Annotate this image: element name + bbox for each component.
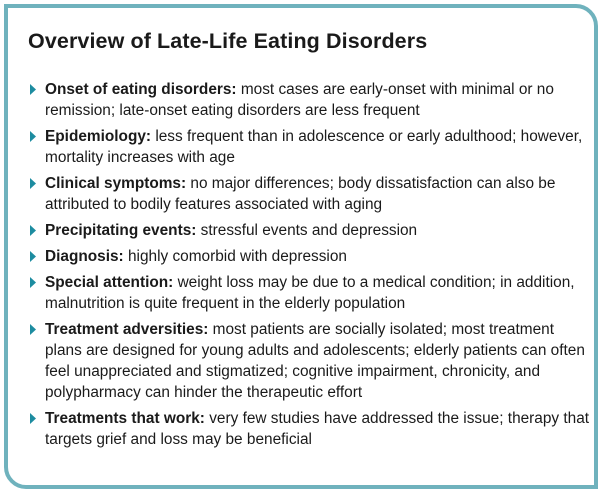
box-title: Overview of Late-Life Eating Disorders bbox=[28, 29, 428, 53]
item-text: most patients are socially isolated; most treatment plans are designed for young adults and adolescents; elderly patients can often feel unappreciated and stigmatized; cognitive impairment, chronicity, and polypharmacy can hinder the therapeutic effort bbox=[45, 321, 585, 401]
item-text: very few studies have addressed the issue; therapy that targets grief and loss may be beneficial bbox=[45, 410, 590, 448]
item-text: less frequent than in adolescence or early adulthood; however, mortality increases with age bbox=[45, 128, 583, 166]
item-term: Treatments that work: bbox=[45, 410, 205, 427]
list-item bbox=[30, 220, 590, 241]
item-term: Special attention: bbox=[45, 274, 174, 291]
bullet-arrow-icon bbox=[30, 131, 36, 142]
overview-box bbox=[4, 4, 598, 489]
bullet-arrow-icon bbox=[30, 178, 36, 189]
bullet-arrow-icon bbox=[30, 413, 36, 424]
item-term: Clinical symptoms: bbox=[45, 175, 187, 192]
list-item bbox=[30, 408, 590, 450]
list-item bbox=[30, 319, 590, 403]
item-term: Precipitating events: bbox=[45, 222, 197, 239]
bullet-arrow-icon bbox=[30, 277, 36, 288]
item-term: Diagnosis: bbox=[45, 248, 124, 265]
item-text: highly comorbid with depression bbox=[127, 248, 347, 265]
bullet-arrow-icon bbox=[30, 324, 36, 335]
item-text: stressful events and depression bbox=[200, 222, 418, 239]
item-term: Epidemiology: bbox=[45, 128, 152, 145]
item-text: most cases are early-onset with minimal or no remission; late-onset eating disorders are less frequent bbox=[45, 81, 554, 119]
bullet-arrow-icon bbox=[30, 225, 36, 236]
list-item bbox=[30, 173, 590, 215]
list-item bbox=[30, 79, 590, 121]
overview-list bbox=[30, 79, 590, 455]
list-item bbox=[30, 272, 590, 314]
item-text: no major differences; body dissatisfaction can also be attributed to bodily features associated with aging bbox=[45, 175, 556, 213]
bullet-arrow-icon bbox=[30, 251, 36, 262]
item-text: weight loss may be due to a medical condition; in addition, malnutrition is quite frequent in the elderly population bbox=[45, 274, 575, 312]
bullet-arrow-icon bbox=[30, 84, 36, 95]
item-term: Treatment adversities: bbox=[45, 321, 209, 338]
list-item bbox=[30, 246, 590, 267]
list-item bbox=[30, 126, 590, 168]
item-term: Onset of eating disorders: bbox=[45, 81, 237, 98]
